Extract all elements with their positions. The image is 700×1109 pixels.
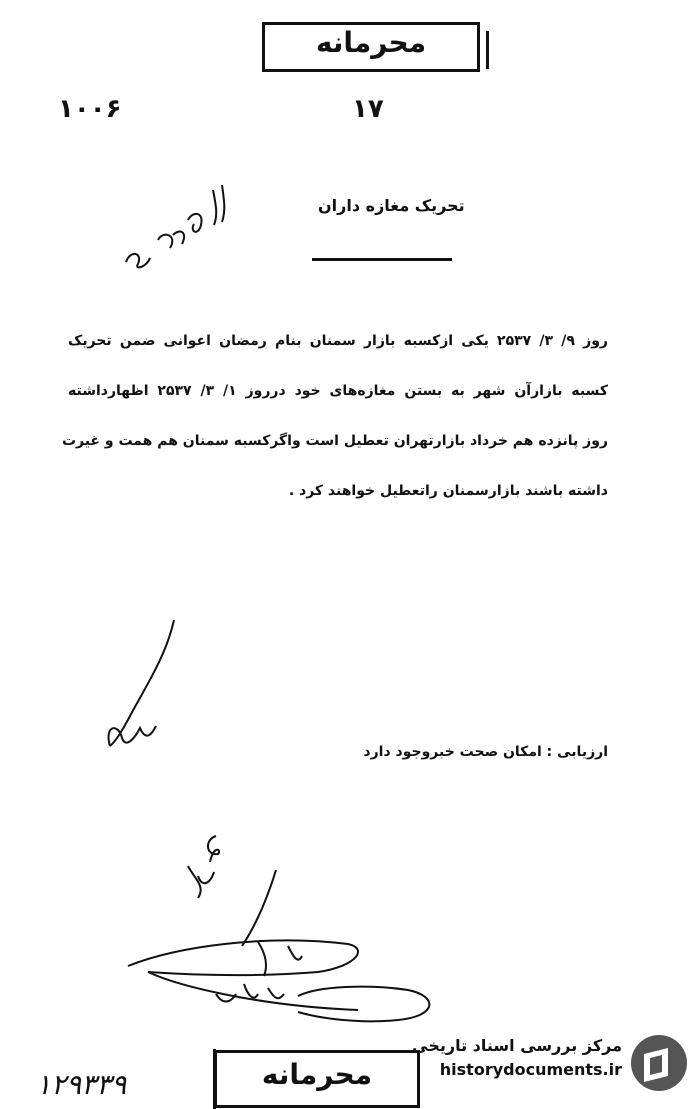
archive-logo-icon	[628, 1032, 690, 1094]
confidential-stamp-bottom: محرمانه	[214, 1050, 420, 1108]
watermark	[412, 1030, 692, 1098]
body-line-1: روز ۹/ ۳/ ۲۵۳۷ یکی ازکسبه بازار سمنان بنام رمضان اعوانی ضمن تحریک	[68, 333, 608, 349]
body-line-2: کسبه بازارآن شهر به بستن مغازه‌های خود درروز ۱/ ۳/ ۲۵۳۷ اظهارداشته	[68, 383, 608, 399]
confidential-stamp-top: محرمانه	[262, 22, 480, 72]
body-line-3: روز پانزده هم خرداد بازارتهران تعطیل است واگرکسبه سمنان هم همت و غیرت	[61, 433, 608, 449]
document-number: ۱۰۰۶	[58, 94, 122, 124]
watermark-org-name: مرکز بررسی اسناد تاریخی	[412, 1036, 622, 1055]
title-underline	[312, 258, 452, 261]
handwritten-signature-bottom	[118, 826, 448, 1036]
body-line-4: داشته باشند بازارسمنان راتعطیل خواهند کرد .	[288, 483, 608, 499]
page-number: ۱۷	[352, 94, 384, 124]
handwritten-date-note	[118, 180, 238, 280]
watermark-url: historydocuments.ir	[439, 1060, 622, 1079]
handwritten-signature-left	[96, 616, 196, 776]
archive-number: ۱۲۹۳۳۹	[36, 1068, 127, 1101]
evaluation-note: ارزیابی : امکان صحت خبروجود دارد	[363, 744, 608, 760]
document-title: تحریک مغازه داران	[318, 196, 465, 215]
